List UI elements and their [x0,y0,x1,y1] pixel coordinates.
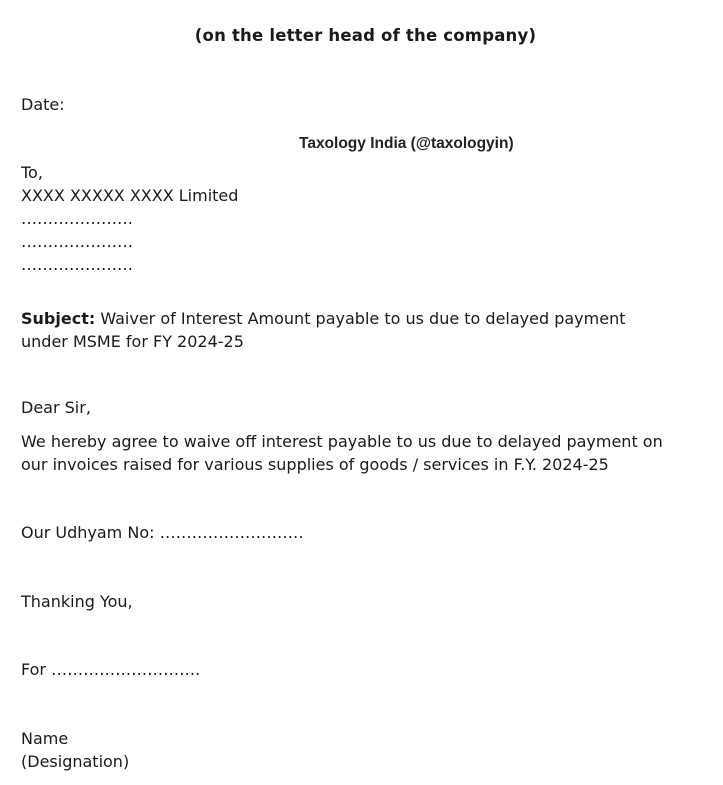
signatory-name: Name [21,729,69,748]
address-line: ………………… [21,209,133,228]
salutation: Dear Sir, [21,398,91,417]
watermark-text: Taxology India (@taxologyin) [299,135,514,152]
subject-text-2: under MSME for FY 2024-25 [21,332,244,351]
body-line-1: We hereby agree to waive off interest payable to us due to delayed payment on [21,432,663,451]
subject-label: Subject: [21,309,96,328]
subject-block [21,307,625,353]
body-paragraph [21,430,663,476]
to-label: To, [21,163,43,182]
subject-line-1 [21,307,625,330]
recipient-company: XXXX XXXXX XXXX Limited [21,186,239,205]
recipient-block [21,161,238,276]
subject-text-1: Waiver of Interest Amount payable to us due to delayed payment [95,309,626,328]
signatory-block [21,727,129,773]
for-company-line: For ………………………. [21,660,201,679]
body-line-2: our invoices raised for various supplies of goods / services in F.Y. 2024-25 [21,455,609,474]
address-line: ………………… [21,255,133,274]
udhyam-number: Our Udhyam No: ……………………… [21,523,304,542]
closing-line: Thanking You, [21,592,133,611]
letterhead-note: (on the letter head of the company) [194,26,537,45]
date-label: Date: [21,95,65,114]
signatory-designation: (Designation) [21,752,130,771]
address-line: ………………… [21,232,133,251]
